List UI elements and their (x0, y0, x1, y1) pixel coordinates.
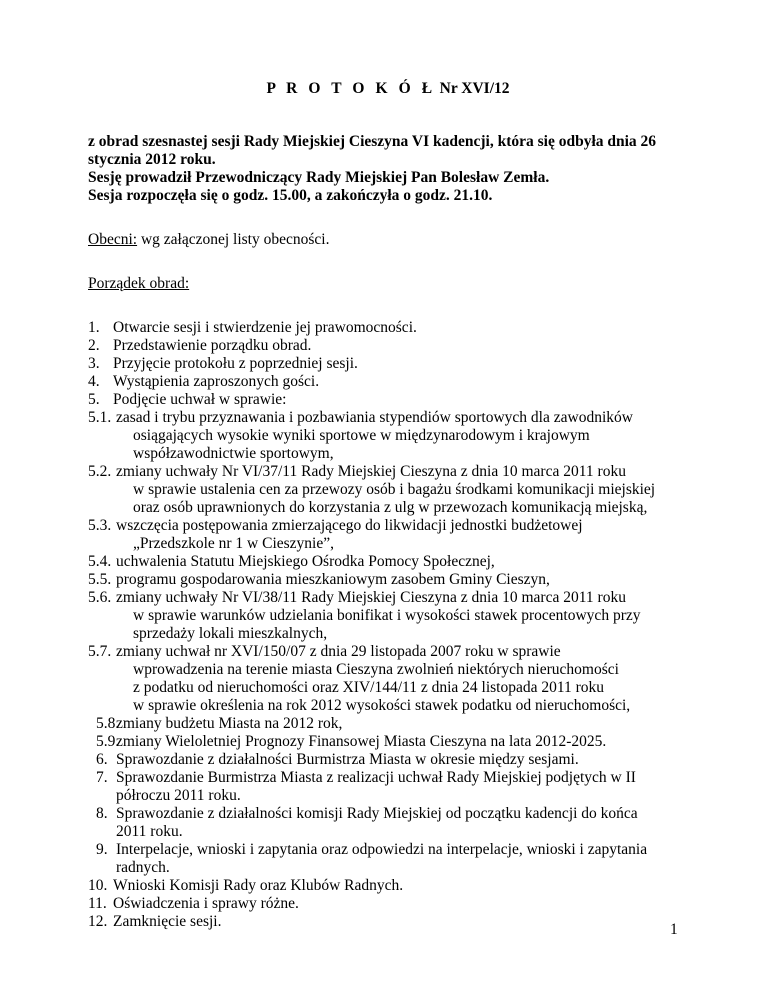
agenda-item-line: Wnioski Komisji Rady oraz Klubów Radnych. (113, 877, 404, 894)
agenda-item-line: Wystąpienia zaproszonych gości. (113, 373, 320, 390)
agenda-item (88, 805, 728, 841)
agenda-item-number: 5.4. (88, 553, 112, 570)
agenda-item-number: 6. (96, 751, 108, 768)
agenda-item (88, 643, 728, 715)
agenda-item-line: Przedstawienie porządku obrad. (113, 337, 312, 354)
agenda-item-line: w sprawie ustalenia cen za przewozy osób i bagażu środkami komunikacji miejskiej (133, 481, 656, 498)
agenda-item-text (116, 409, 728, 463)
agenda-item-text (116, 517, 728, 553)
agenda-item-line: oraz osób uprawnionych do korzystania z ulg w przewozach komunikacją miejską, (133, 499, 648, 516)
agenda-item-number: 2. (88, 337, 100, 354)
agenda-item (88, 517, 728, 553)
agenda-item-line: wszczęcia postępowania zmierzającego do likwidacji jednostki budżetowej (116, 517, 583, 534)
agenda-item-number: 4. (88, 373, 100, 390)
agenda-item (88, 571, 728, 589)
agenda-item-line: półroczu 2011 roku. (116, 787, 241, 804)
agenda-item-text (113, 355, 728, 373)
agenda-item (88, 769, 728, 805)
attendance-label: Obecni: (88, 231, 138, 248)
agenda-item (88, 733, 728, 751)
agenda-item (88, 715, 728, 733)
agenda-item-line: osiągających wysokie wyniki sportowe w międzynarodowym i krajowym (133, 427, 590, 444)
agenda-item-line: programu gospodarowania mieszkaniowym zasobem Gminy Cieszyn, (116, 571, 550, 588)
attendance-text: wg załączonej listy obecności. (137, 231, 330, 248)
agenda-item-line: Otwarcie sesji i stwierdzenie jej prawomocności. (113, 319, 417, 336)
agenda-item (88, 355, 728, 373)
agenda-item-text (113, 337, 728, 355)
agenda-item-text (116, 715, 728, 733)
intro-line: Sesja rozpoczęła się o godz. 15.00, a zakończyła o godz. 21.10. (88, 187, 493, 204)
agenda-item (88, 409, 728, 463)
agenda-item-text (116, 463, 728, 517)
agenda-item (88, 877, 728, 895)
agenda-item-text (116, 733, 728, 751)
agenda-item-line: w sprawie warunków udzielania bonifikat i wysokości stawek procentowych przy (133, 607, 641, 624)
agenda-item-text (113, 877, 728, 895)
agenda-item-number: 5.2. (88, 463, 112, 480)
agenda-item-number: 12. (88, 913, 108, 930)
agenda-item-line: Sprawozdanie z działalności komisji Rady Miejskiej od początku kadencji do końca (116, 805, 638, 822)
agenda-item-text (113, 913, 728, 931)
agenda-heading (88, 275, 189, 293)
agenda-item-text (113, 895, 728, 913)
agenda-item-text (116, 643, 728, 715)
agenda-item-line: Sprawozdanie Burmistrza Miasta z realizacji uchwał Rady Miejskiej podjętych w II (116, 769, 636, 786)
agenda-heading-text: Porządek obrad: (88, 275, 190, 292)
agenda-item-number: 10. (88, 877, 108, 894)
agenda-item (88, 373, 728, 391)
agenda-item-number: 8. (96, 805, 108, 822)
agenda-item (88, 895, 728, 913)
agenda-item-number: 5.5. (88, 571, 112, 588)
agenda-item-number: 5.9. (96, 733, 120, 750)
attendance-line (88, 231, 329, 249)
agenda-item-number: 11. (88, 895, 107, 912)
agenda-item-line: współzawodnictwie sportowym, (133, 445, 334, 462)
agenda-item-line: Zamknięcie sesji. (113, 913, 222, 930)
agenda-item (88, 463, 728, 517)
agenda-item (88, 751, 728, 769)
agenda-item-line: Interpelacje, wnioski i zapytania oraz odpowiedzi na interpelacje, wnioski i zapytania (116, 841, 648, 858)
agenda-item (88, 319, 728, 337)
document-title (0, 80, 768, 98)
agenda-item-number: 5.7. (88, 643, 112, 660)
agenda-item-text (113, 319, 728, 337)
agenda-item-line: Przyjęcie protokołu z poprzedniej sesji. (113, 355, 358, 372)
intro-line: z obrad szesnastej sesji Rady Miejskiej Cieszyna VI kadencji, która się odbyła dnia 26 (88, 133, 657, 150)
agenda-item-number: 9. (96, 841, 108, 858)
agenda-item-text (113, 373, 728, 391)
intro-block (88, 133, 708, 205)
agenda-item (88, 913, 728, 931)
agenda-item-text (113, 391, 728, 409)
agenda-item-number: 5.3. (88, 517, 112, 534)
agenda-item-line: zasad i trybu przyznawania i pozbawiania stypendiów sportowych dla zawodników (116, 409, 633, 426)
agenda-item-number: 3. (88, 355, 100, 372)
agenda-item (88, 337, 728, 355)
agenda-item-line: 2011 roku. (116, 823, 183, 840)
agenda-item-text (116, 805, 728, 841)
agenda-item-text (116, 571, 728, 589)
agenda-item-line: z podatku od nieruchomości oraz XIV/144/11 z dnia 24 listopada 2011 roku (133, 679, 605, 696)
agenda-item-number: 5.1. (88, 409, 112, 426)
agenda-item-number: 5.6. (88, 589, 112, 606)
agenda-item-number: 7. (96, 769, 108, 786)
agenda-item (88, 589, 728, 643)
page-number: 1 (670, 921, 678, 938)
agenda-item-line: radnych. (116, 859, 170, 876)
agenda-item-line: zmiany Wieloletniej Prognozy Finansowej Miasta Cieszyna na lata 2012-2025. (116, 733, 607, 750)
agenda-item-line: sprzedaży lokali mieszkalnych, (133, 625, 328, 642)
agenda-item-text (116, 553, 728, 571)
agenda-item-line: Sprawozdanie z działalności Burmistrza Miasta w okresie między sesjami. (116, 751, 579, 768)
agenda-item-text (116, 841, 728, 877)
agenda-item-line: zmiany uchwał nr XVI/150/07 z dnia 29 listopada 2007 roku w sprawie (116, 643, 561, 660)
agenda-item-number: 5. (88, 391, 100, 408)
agenda-item-text (116, 751, 728, 769)
agenda-item-line: zmiany uchwały Nr VI/37/11 Rady Miejskiej Cieszyna z dnia 10 marca 2011 roku (116, 463, 626, 480)
agenda-item-line: w sprawie określenia na rok 2012 wysokości stawek podatku od nieruchomości, (133, 697, 631, 714)
agenda-item (88, 391, 728, 409)
agenda-item-line: zmiany budżetu Miasta na 2012 rok, (116, 715, 343, 732)
agenda-item-text (116, 769, 728, 805)
agenda-item-line: zmiany uchwały Nr VI/38/11 Rady Miejskiej Cieszyna z dnia 10 marca 2011 roku (116, 589, 626, 606)
agenda-item-line: Oświadczenia i sprawy różne. (113, 895, 299, 912)
agenda-item (88, 553, 728, 571)
agenda-item-line: wprowadzenia na terenie miasta Cieszyna zwolnień niektórych nieruchomości (133, 661, 619, 678)
intro-line: Sesję prowadził Przewodniczący Rady Miejskiej Pan Bolesław Zemła. (88, 169, 550, 186)
agenda-item-number: 5.8. (96, 715, 120, 732)
agenda-item (88, 841, 728, 877)
agenda-item-line: uchwalenia Statutu Miejskiego Ośrodka Pomocy Społecznej, (116, 553, 495, 570)
agenda-item-line: Podjęcie uchwał w sprawie: (113, 391, 287, 408)
agenda-item-line: „Przedszkole nr 1 w Cieszynie”, (133, 535, 335, 552)
agenda-item-text (116, 589, 728, 643)
agenda-item-number: 1. (88, 319, 100, 336)
title-word: P R O T O K Ó Ł (266, 80, 436, 97)
agenda-list (88, 319, 728, 931)
intro-line: stycznia 2012 roku. (88, 151, 216, 168)
title-number: Nr XVI/12 (439, 80, 510, 97)
